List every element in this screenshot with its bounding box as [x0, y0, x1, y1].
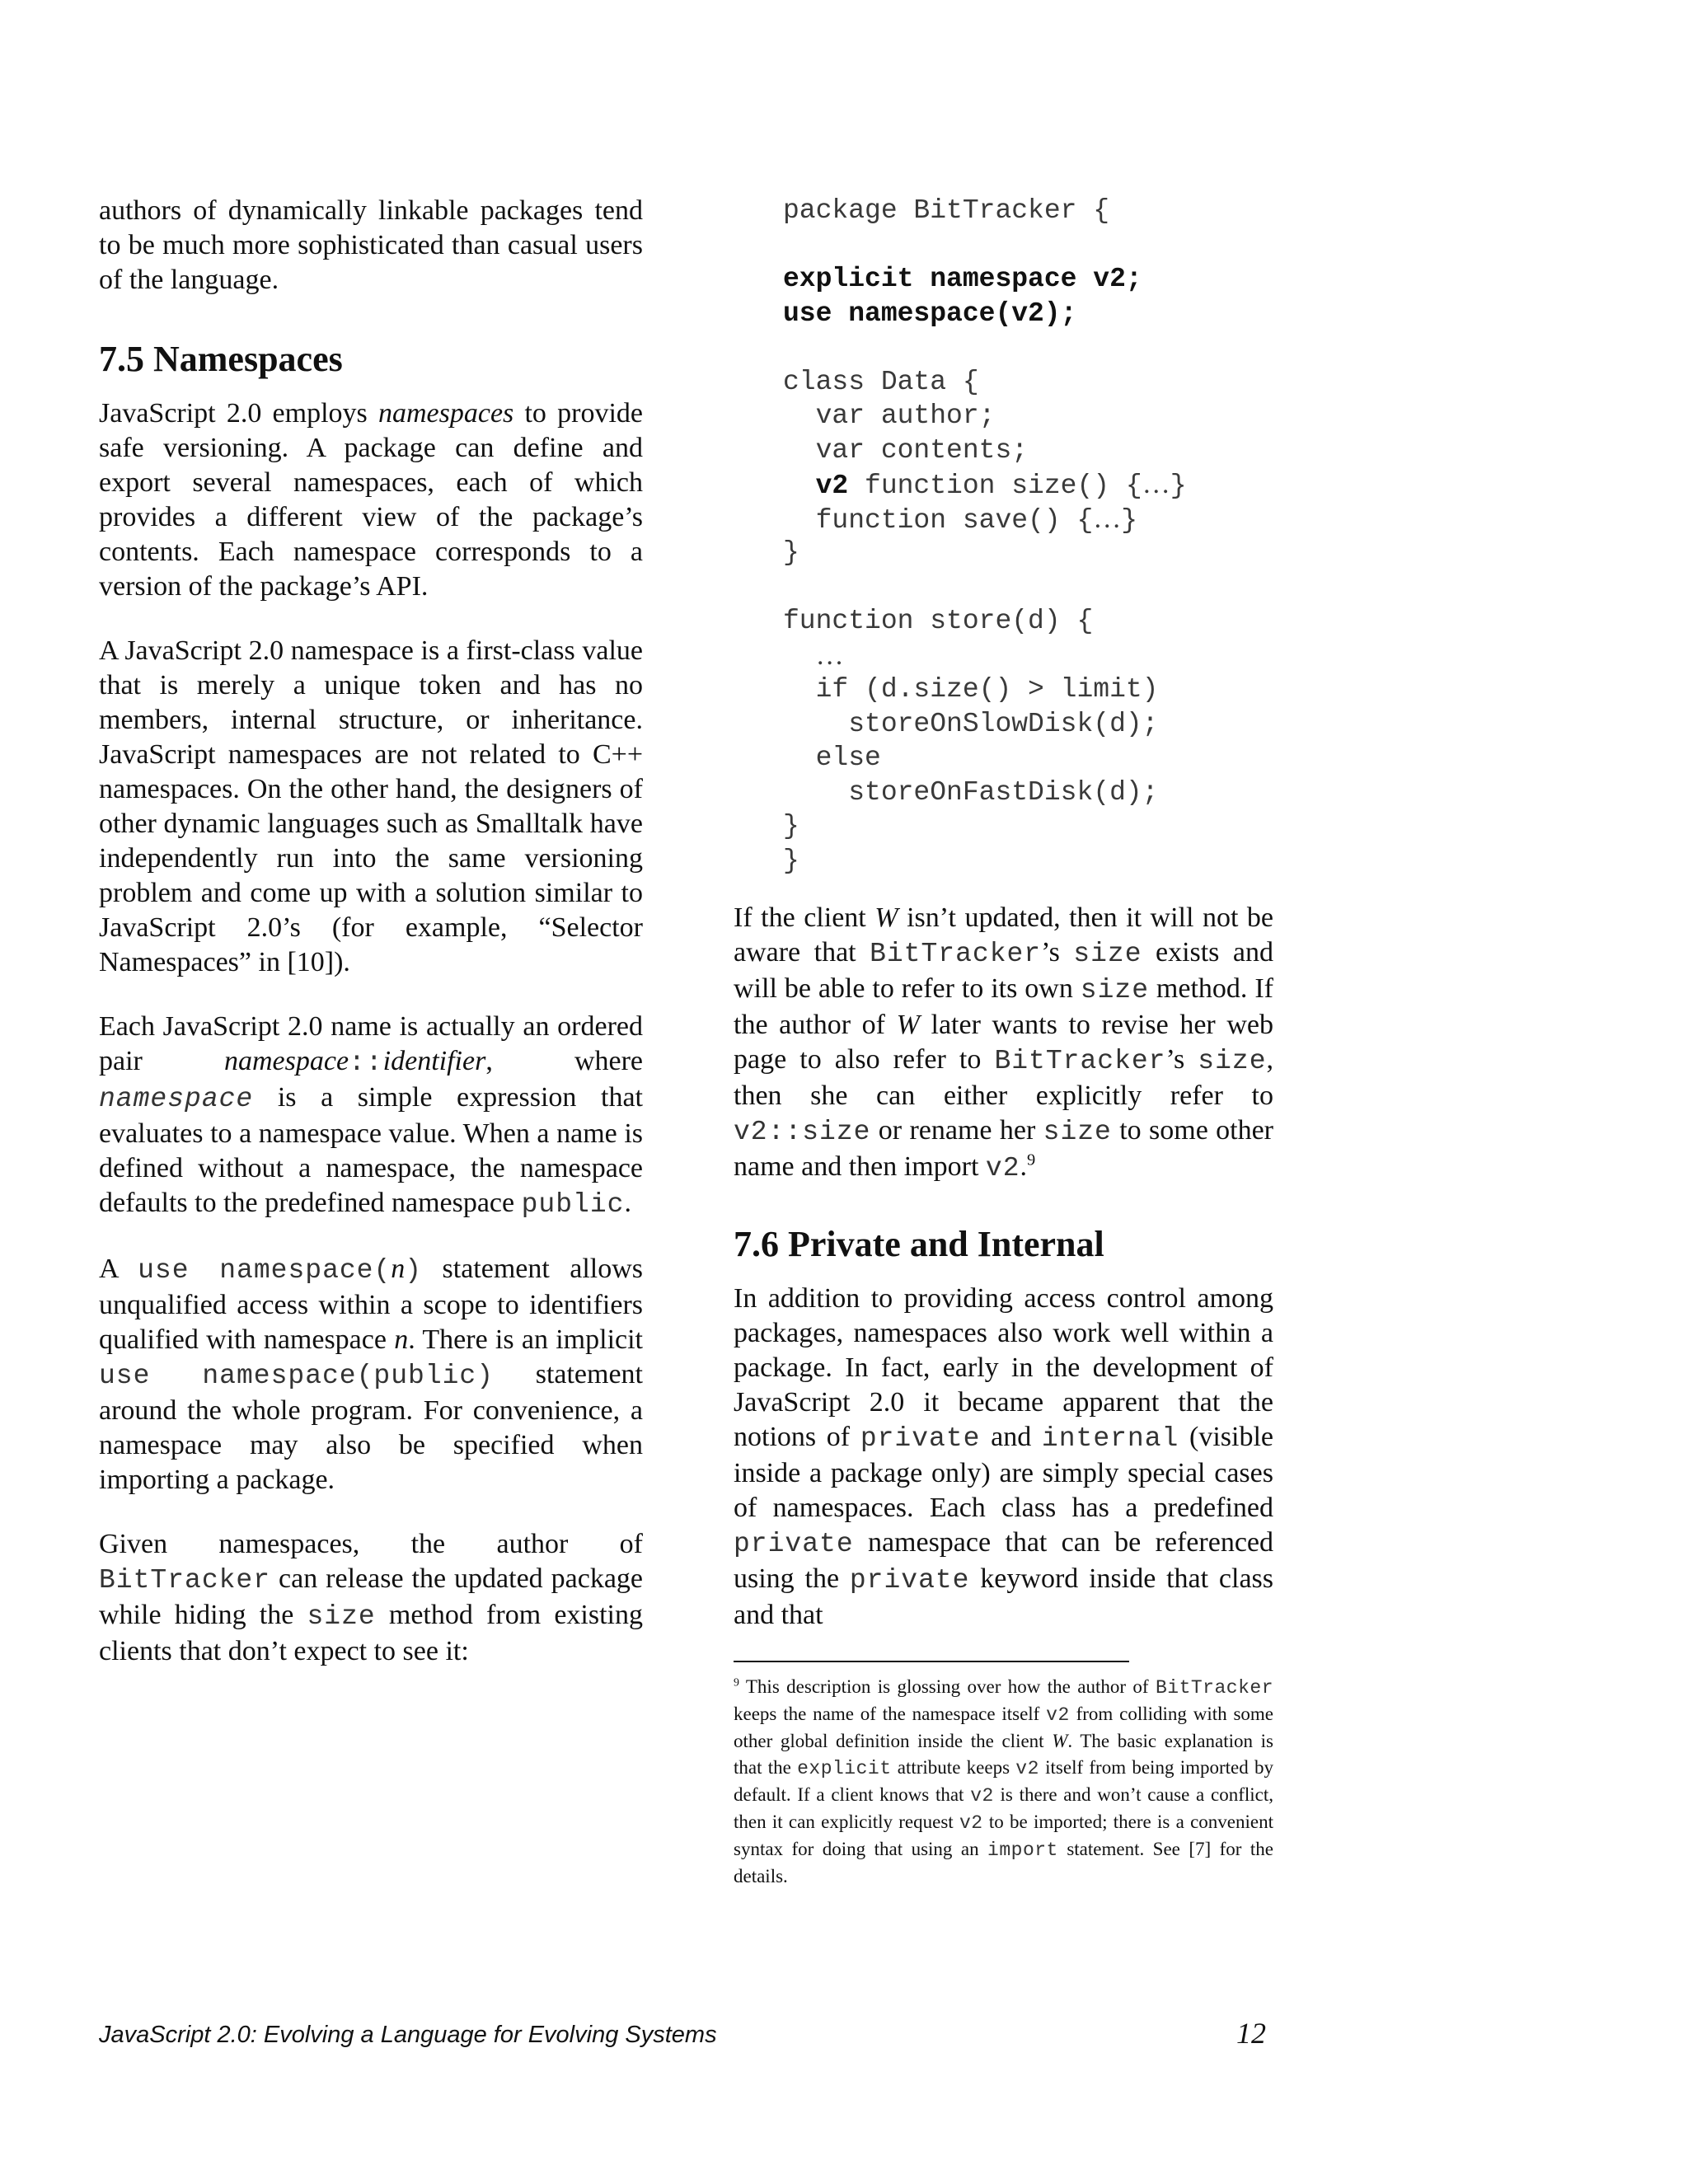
client-w-paragraph: If the client W isn’t updated, then it will not be aware that BitTracker’s size exists and will be able to refer to its own size method. If the author of W later wants to revise her web page to also refer to BitTracker’s size, then she can either explicitly refer to v2::size or rename her size to some other name and then import v2.$^9$ — [734, 902, 1274, 1183]
section-7-6-heading — [734, 1222, 1273, 1267]
footnote-ref[interactable]: 9 — [1027, 1151, 1036, 1169]
code-line: storeOnFastDisk(d); — [783, 776, 1159, 808]
footnote-9: $^9$ This description is glossing over how the author of BitTracker keeps the name of the namespace itself v2 from colliding with some other global definition inside the client W. The basic explanation is that the explicit attribute keeps v2 itself from being imported by default. If a client knows that v2 is there and won’t cause a conflict, then it can explicitly request v2 to be imported; there is a convenient syntax for doing that using an import statement. See [7] for the details. — [734, 1675, 1273, 1886]
intro-paragraph: authors of dynamically linkable packages tend to be much more sophisticated than casual users of the language. — [99, 195, 643, 295]
page-number: 12 — [1236, 2017, 1266, 2050]
code-line: function store(d) { — [783, 606, 1094, 636]
code-line: v2 function size() {…} — [815, 469, 1187, 501]
section-number: 7.5 — [99, 339, 144, 379]
right-column — [734, 194, 1273, 1890]
code-line: var author; — [783, 401, 996, 431]
footnote-divider — [734, 1661, 1129, 1662]
namespaces-paragraph-4: A use namespace(n) statement allows unqualified access within a scope to identifiers qualified with namespace n. There is an implicit use namespace(public) statement around the whole program. For convenience, a namespace may also be specified when importing a package. — [99, 1254, 644, 1495]
namespaces-paragraph-5: Given namespaces, the author of BitTracker can release the updated package while hiding the size method from existing clients that don’t expect to see it: — [99, 1529, 643, 1666]
section-7-5-heading — [99, 337, 643, 382]
code-line: } — [783, 537, 799, 568]
code-line: explicit namespace v2; — [783, 264, 1142, 294]
left-column — [99, 194, 643, 1699]
private-internal-paragraph: In addition to providing access control among packages, namespaces also work well within a package. In fact, early in the development of JavaScript 2.0 it became apparent that the notions of private and internal (visible inside a package only) are simply special cases of namespaces. Each class has a predefined private namespace that can be referenced using the private keyword inside that class and that — [734, 1283, 1274, 1630]
code-line: package BitTracker { — [783, 195, 1110, 226]
section-number: 7.6 — [734, 1224, 779, 1264]
code-line: storeOnSlowDisk(d); — [783, 708, 1159, 739]
code-line: } — [783, 845, 799, 876]
section-title: Namespaces — [153, 339, 343, 379]
code-line: } — [783, 811, 799, 841]
namespaces-paragraph-1: JavaScript 2.0 employs namespaces to provide safe versioning. A package can define and export several namespaces, each of which provides a different view of the package’s contents. Each namespace corresponds to a version of the package’s API. — [99, 398, 644, 602]
code-line: var contents; — [783, 434, 1029, 466]
code-line: function save() {…} — [815, 503, 1138, 536]
code-line: … — [815, 640, 844, 671]
namespaces-paragraph-2: A JavaScript 2.0 namespace is a first-class value that is merely a unique token and has no members, internal structure, or inheritance. JavaScript namespaces are not related to C++ namespaces. On the other hand, the designers of other dynamic languages such as Smalltalk have independently run into the same versioning problem and come up with a solution similar to JavaScript 2.0’s (for example, “Selector Namespaces” in [10]). — [99, 635, 643, 977]
code-line: class Data { — [783, 366, 979, 397]
code-line: if (d.size() > limit) — [783, 674, 1159, 705]
code-line: use namespace(v2); — [783, 298, 1077, 329]
section-title: Private and Internal — [788, 1224, 1104, 1264]
running-footer-title: JavaScript 2.0: Evolving a Language for Evolving Systems — [99, 2022, 717, 2048]
code-listing — [734, 194, 1273, 878]
code-line: else — [783, 743, 881, 773]
namespaces-paragraph-3: Each JavaScript 2.0 name is actually an ordered pair namespace::identifier, where namespace is a simple expression that evaluates to a namespace value. When a name is defined without a namespace, the namespace defaults to the predefined namespace public. — [99, 1011, 643, 1220]
